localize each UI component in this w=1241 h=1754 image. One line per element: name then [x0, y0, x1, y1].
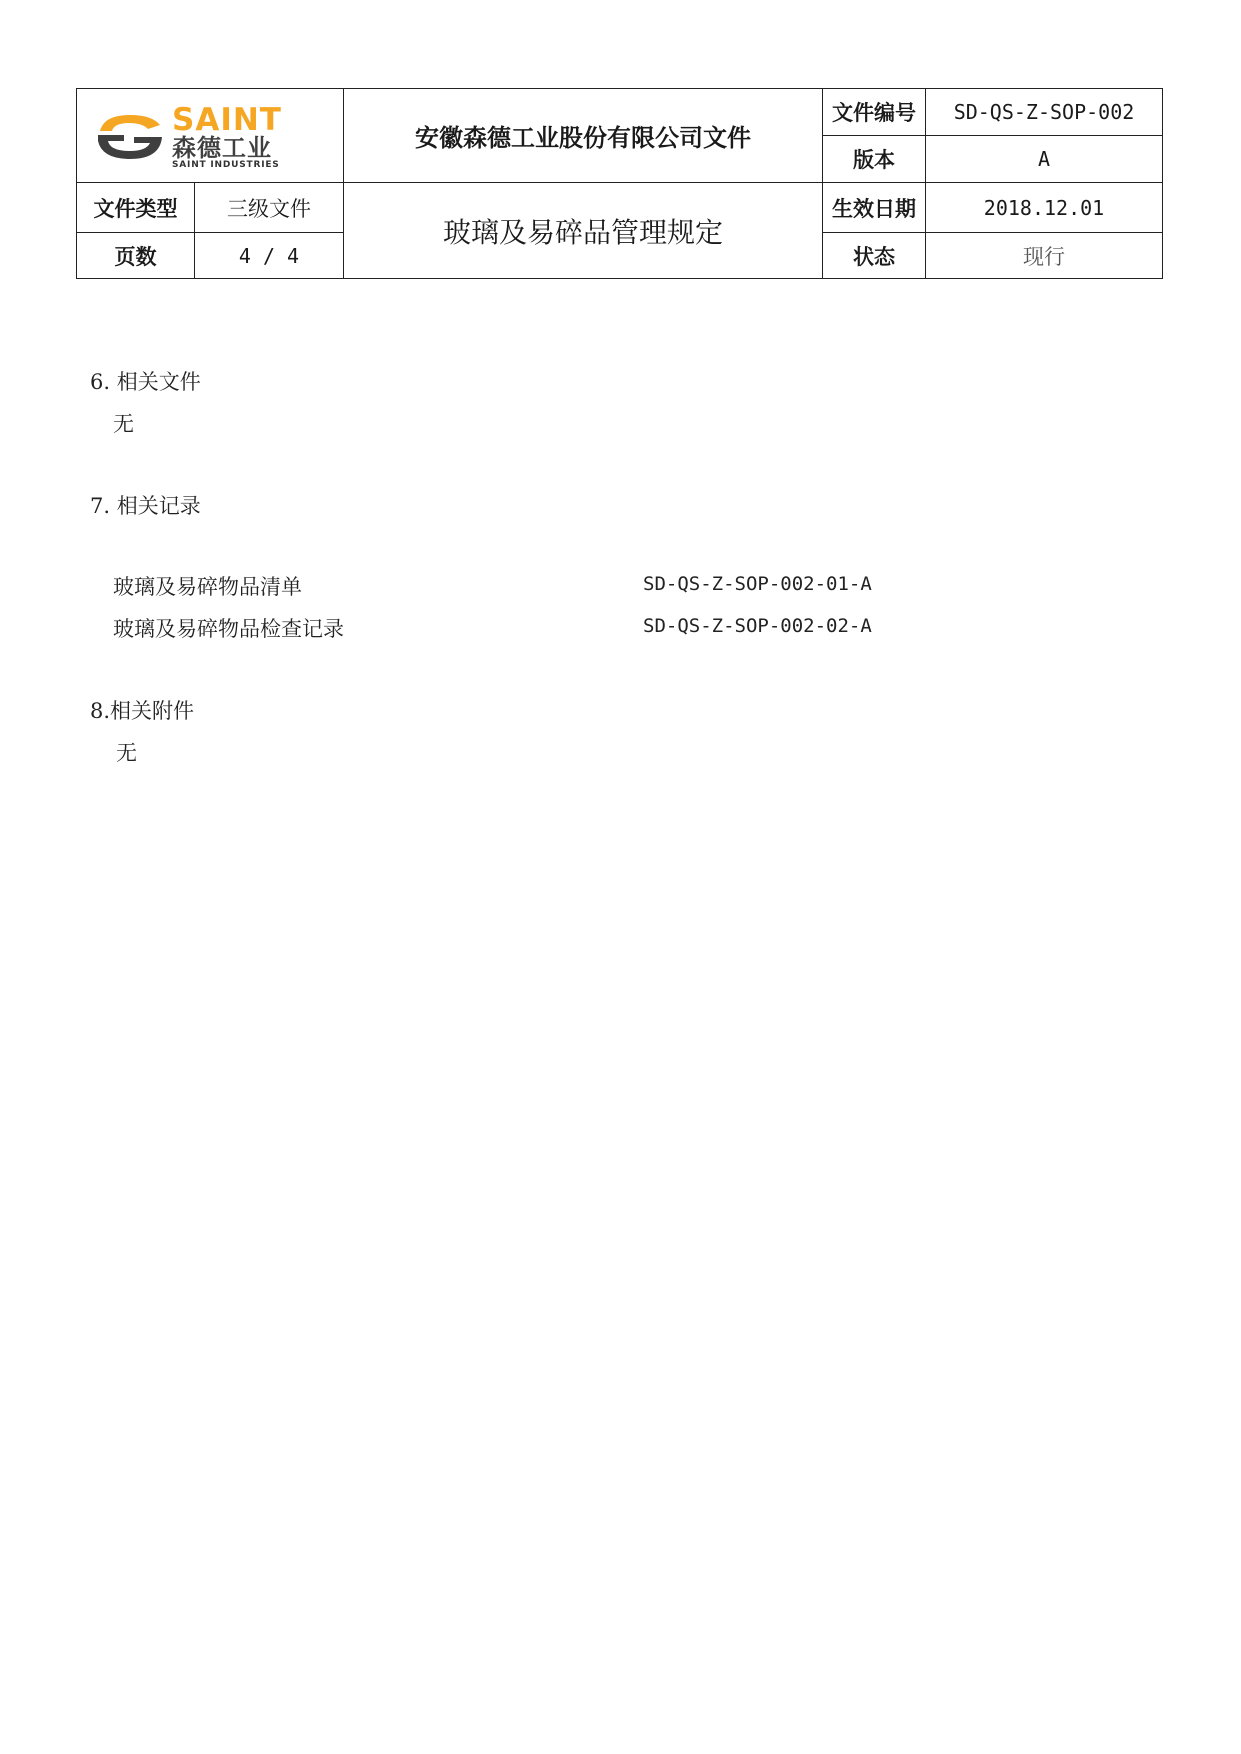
- doc-number-label: 文件编号: [823, 89, 926, 136]
- section-7-heading: 7. 相关记录: [90, 494, 201, 518]
- version: A: [926, 136, 1163, 183]
- section-8-content: 无: [116, 741, 137, 765]
- record-1-name: 玻璃及易碎物品清单: [113, 575, 302, 599]
- logo-cell: [77, 89, 344, 183]
- record-2-name: 玻璃及易碎物品检查记录: [113, 617, 344, 641]
- effective-label: 生效日期: [823, 183, 926, 233]
- section-8-heading: 8.相关附件: [90, 699, 195, 723]
- company-title: 安徽森德工业股份有限公司文件: [344, 89, 823, 183]
- status: 现行: [926, 233, 1163, 279]
- section-6-content: 无: [113, 412, 134, 436]
- status-label: 状态: [823, 233, 926, 279]
- doc-type: 三级文件: [195, 183, 344, 233]
- brand-en: SAINT: [172, 101, 282, 138]
- saint-logo-icon: [94, 111, 166, 163]
- document-header-table: [76, 88, 1163, 279]
- pages: 4 / 4: [195, 233, 344, 279]
- brand-sub: SAINT INDUSTRIES: [172, 159, 280, 170]
- doc-type-label: 文件类型: [77, 183, 195, 233]
- doc-title: 玻璃及易碎品管理规定: [344, 183, 823, 279]
- saint-logo: [80, 101, 340, 171]
- section-6-heading: 6. 相关文件: [90, 370, 201, 394]
- record-1-code: SD-QS-Z-SOP-002-01-A: [643, 573, 872, 595]
- effective-date: 2018.12.01: [926, 183, 1163, 233]
- version-label: 版本: [823, 136, 926, 183]
- brand-cn: 森德工业: [172, 133, 272, 162]
- pages-label: 页数: [77, 233, 195, 279]
- record-2-code: SD-QS-Z-SOP-002-02-A: [643, 615, 872, 637]
- doc-number: SD-QS-Z-SOP-002: [926, 89, 1163, 136]
